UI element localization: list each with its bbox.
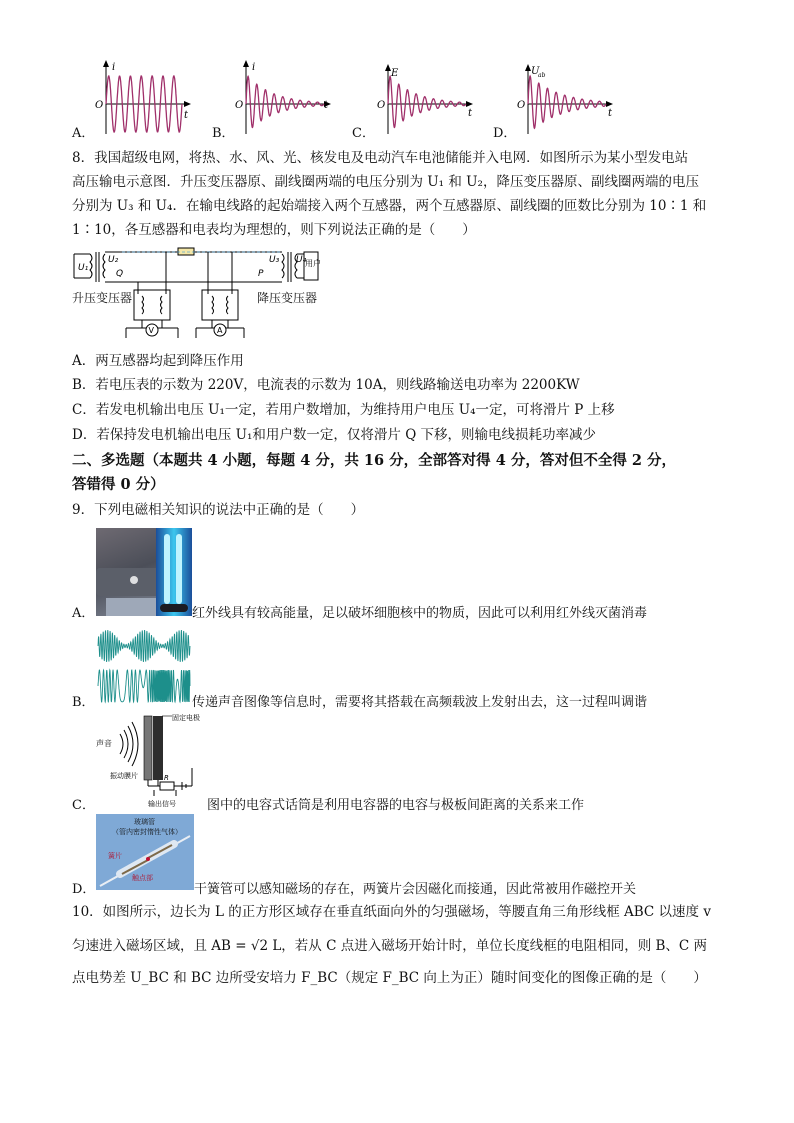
q9-reed-contact-label: 触点部 (132, 874, 153, 882)
q9-option-d-label: D． (72, 882, 96, 897)
q9-option-c-text: 图中的电容式话筒是利用电容器的电容与极板间距离的关系来工作 (207, 798, 585, 813)
q9-option-d-reed-switch-image (96, 814, 194, 890)
q7-graph-a-origin: O (95, 100, 104, 111)
q9-option-c-label: C． (72, 798, 95, 813)
q7-graph-c (372, 62, 482, 136)
q8-stem-line-2: 高压输电示意图．升压变压器原、副线圈两端的电压分别为 U₁ 和 U₂，降压变压器原、副线圈两端的电压 (72, 174, 699, 190)
q8-step-up-label: 升压变压器 (72, 291, 133, 305)
q9-mic-resistor-label: R (164, 774, 169, 782)
q9-mic-fixed-electrode-label: 固定电极 (172, 714, 200, 722)
q10-stem-line-2: 匀速进入磁场区域，且 AB = √2 L，若从 C 点进入磁场开始计时，单位长度线框的电阻相同，则 B、C 两 (72, 938, 708, 954)
section2-heading-line-2: 答错得 0 分） (72, 476, 165, 493)
q9-option-b-waveform-image (96, 624, 192, 706)
q9-option-c-microphone-diagram (96, 712, 206, 808)
q8-ammeter-label: A (217, 326, 223, 335)
q8-stem-line-1: 8．我国超级电网，将热、水、风、光、核发电及电动汽车电池储能并入电网．如图所示为某小型发电站 (72, 150, 689, 166)
q9-option-a-text: 红外线具有较高能量，足以破坏细胞核中的物质，因此可以利用红外线灭菌消毒 (192, 606, 648, 621)
q7-graph-d-ysub: ab (538, 72, 546, 79)
q8-option-b: B．若电压表的示数为 220V，电流表的示数为 10A，则线路输送电功率为 2200KW (72, 377, 580, 393)
q7-graph-a-ylabel: i (112, 62, 116, 73)
q9-reed-gas-label: （管内密封惰性气体） (112, 828, 182, 836)
q10-stem-line-3: 点电势差 U_BC 和 BC 边所受安培力 F_BC（规定 F_BC 向上为正）随时间变化的图像正确的是（ ） (72, 970, 707, 986)
q8-label-u2: U₂ (108, 255, 119, 265)
q7-option-c-label: C． (352, 126, 375, 141)
q7-option-d-label: D． (493, 126, 517, 141)
q7-graph-b (230, 58, 340, 136)
q9-mic-output-label: 输出信号 (148, 800, 176, 808)
q8-step-down-label: 降压变压器 (257, 291, 318, 305)
q7-graph-c-xlabel: t (468, 108, 473, 119)
q7-graph-c-origin: O (377, 100, 386, 111)
q9-option-a-uv-lamp-photo (96, 528, 192, 616)
q8-label-user: 用户 (305, 259, 321, 268)
q8-voltmeter-label: V (148, 326, 154, 335)
q7-graph-a-xlabel: t (184, 110, 189, 121)
q8-option-d: D．若保持发电机输出电压 U₁和用户数一定，仅将滑片 Q 下移，则输电线损耗功率减少 (72, 427, 597, 443)
q9-option-b-label: B． (72, 695, 95, 710)
q7-graph-d-ylabel: U (531, 66, 540, 77)
q7-option-a-label: A． (72, 126, 95, 141)
q7-graph-b-origin: O (235, 100, 244, 111)
q7-graph-c-ylabel: E (391, 68, 399, 79)
q7-graph-d (512, 62, 622, 136)
q9-option-a-label: A． (72, 606, 95, 621)
q8-label-u1: U₁ (78, 263, 89, 273)
q8-option-a: A．两互感器均起到降压作用 (72, 353, 244, 369)
q9-mic-sound-label: 声音 (96, 739, 112, 748)
q7-graph-d-xlabel: t (608, 108, 613, 119)
q7-graph-d-origin: O (517, 100, 526, 111)
q8-option-c: C．若发电机输出电压 U₁一定，若用户数增加，为维持用户电压 U₄一定，可将滑片 P 上移 (72, 402, 615, 418)
q9-mic-membrane-label: 振动膜片 (110, 772, 138, 780)
q9-stem: 9．下列电磁相关知识的说法中正确的是（ ） (72, 502, 365, 518)
q8-label-u3: U₃ (269, 255, 280, 265)
q7-graph-a (90, 58, 200, 136)
q8-stem-line-3: 分别为 U₃ 和 U₄．在输电线路的起始端接入两个互感器，两个互感器原、副线圈的匝数比分别为 10∶1 和 (72, 198, 707, 214)
q7-graph-b-ylabel: i (252, 62, 256, 73)
q8-label-q: Q (116, 269, 124, 279)
q9-option-d-text: 干簧管可以感知磁场的存在，两簧片会因磁化而接通，因此常被用作磁控开关 (194, 882, 637, 897)
q8-label-u4: U₄ (296, 255, 307, 265)
q7-option-b-label: B． (212, 126, 235, 141)
q10-stem-line-1: 10．如图所示，边长为 L 的正方形区域存在垂直纸面向外的匀强磁场，等腰直角三角形线框 ABC 以速度 v (72, 904, 711, 920)
q7-graph-b-xlabel: t (324, 100, 329, 111)
section2-heading-line-1: 二、多选题（本题共 4 小题，每题 4 分，共 16 分，全部答对得 4 分，答对但不全得 2 分， (72, 452, 677, 469)
q8-label-p: P (258, 269, 264, 279)
q9-option-b-text: 传递声音图像等信息时，需要将其搭载在高频载波上发射出去，这一过程叫调谐 (192, 695, 648, 710)
q9-reed-spring-label: 簧片 (108, 852, 122, 860)
q8-stem-line-4: 1∶10，各互感器和电表均为理想的，则下列说法正确的是（ ） (72, 222, 476, 238)
q9-reed-tube-label: 玻璃管 (134, 818, 155, 826)
